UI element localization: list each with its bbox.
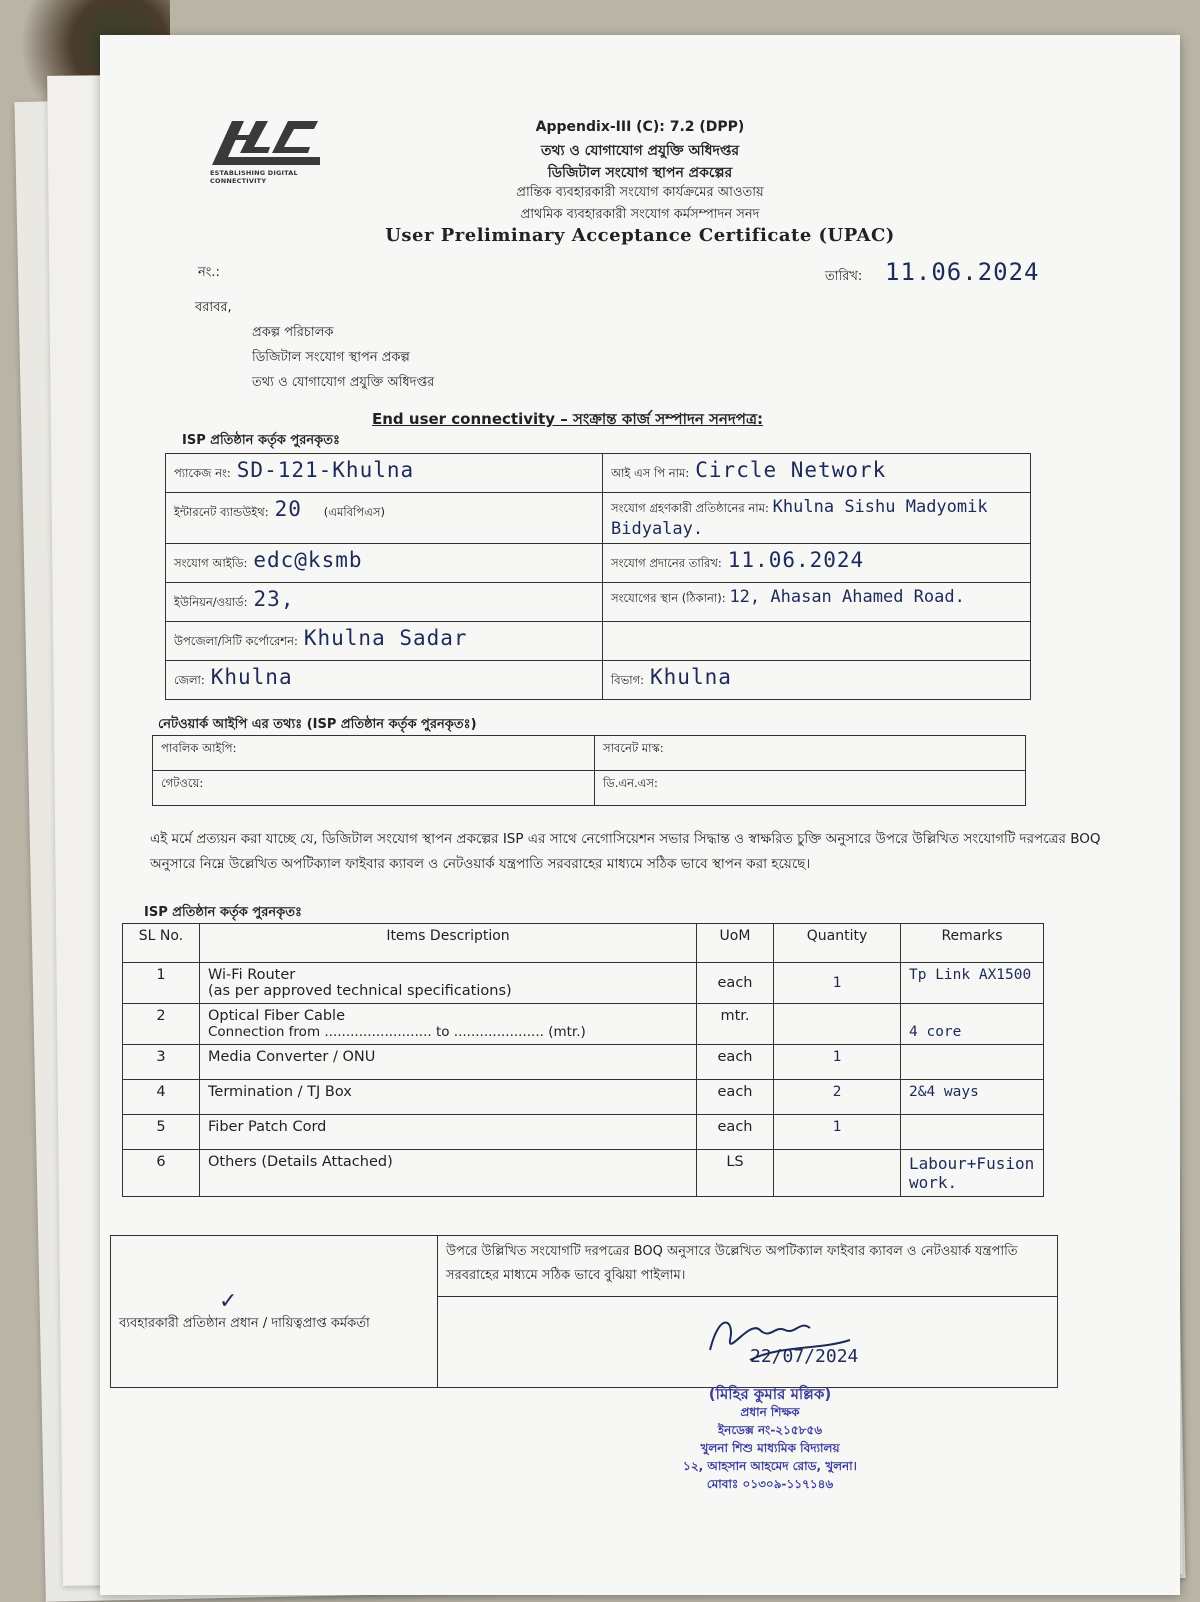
upazila-cell xyxy=(166,622,603,661)
address-line: প্রকল্প পরিচালক xyxy=(252,325,334,340)
signature xyxy=(690,1300,890,1384)
conn-id-label: সংযোগ আইডি: xyxy=(174,556,248,570)
table-row xyxy=(123,1004,1044,1045)
sl-cell: 6 xyxy=(123,1150,200,1197)
network-title: নেটওয়ার্ক আইপি এর তথ্যঃ (ISP প্রতিষ্ঠান কর্তৃক পুরনকৃতঃ) xyxy=(158,717,477,732)
remarks-cell xyxy=(901,1115,1044,1150)
qty-cell xyxy=(774,1150,901,1197)
union-value: 23, xyxy=(253,587,295,611)
sl-cell: 5 xyxy=(123,1115,200,1150)
table-row xyxy=(123,1150,1044,1197)
item-desc: Optical Fiber Cable xyxy=(208,1008,345,1024)
program-name: প্রান্তিক ব্যবহারকারী সংযোগ কার্যক্রমের আওতায় xyxy=(516,185,764,200)
remarks-cell xyxy=(901,1045,1044,1080)
package-cell xyxy=(166,454,603,493)
bandwidth-value: 20 xyxy=(274,497,302,521)
official-label: ব্যবহারকারী প্রতিষ্ঠান প্রধান / দায়িত্বপ্রাপ্ত কর্মকর্তা xyxy=(119,1315,370,1331)
dns-label: ডি.এন.এস: xyxy=(603,776,658,790)
col-header: Remarks xyxy=(901,924,1044,963)
stamp-address: ১২, আহসান আহমেদ রোড, খুলনা। xyxy=(683,1459,857,1473)
item-desc: Wi-Fi Router xyxy=(208,967,296,983)
table-row xyxy=(123,1115,1044,1150)
bandwidth-unit: (এমবিপিএস) xyxy=(323,505,385,519)
table-row xyxy=(123,963,1044,1004)
stamp-name: (মিহির কুমার মল্লিক) xyxy=(708,1385,832,1403)
department-name: তথ্য ও যোগাযোগ প্রযুক্তি অধিদপ্তর xyxy=(540,143,740,159)
uom-cell: mtr. xyxy=(697,1004,774,1045)
package-value: SD-121-Khulna xyxy=(236,458,415,482)
remarks-cell: 4 core xyxy=(901,1004,1044,1045)
certificate-title: User Preliminary Acceptance Certificate (UPAC) xyxy=(385,225,895,246)
dns-cell xyxy=(595,771,1026,806)
desc-cell xyxy=(200,963,697,1004)
location-value: 12, Ahasan Ahamed Road. xyxy=(729,587,965,607)
acceptance-text-cell: উপরে উল্লিখিত সংযোগটি দরপত্রের BOQ অনুসারে উল্লেখিত অপটিক্যাল ফাইবার ক্যাবল ও নেটওয়ার্ক যন্ত্রপাতি সরবরাহের মাধ্যমে সঠিক ভাবে বুঝিয়া পাইলাম। xyxy=(438,1236,1058,1297)
signature-icon xyxy=(690,1300,890,1380)
stamp-school: খুলনা শিশু মাধ্যমিক বিদ্যালয় xyxy=(700,1441,840,1455)
uom-cell: each xyxy=(697,1080,774,1115)
col-header: Items Description xyxy=(200,924,697,963)
union-cell xyxy=(166,583,603,622)
table-row xyxy=(123,1045,1044,1080)
project-name: ডিজিটাল সংযোগ স্থাপন প্রকল্পের xyxy=(547,165,733,181)
qty-cell: 1 xyxy=(774,963,901,1004)
official-stamp xyxy=(640,1385,900,1493)
stamp-title: প্রধান শিক্ষক xyxy=(740,1405,800,1419)
qty-cell: 1 xyxy=(774,1115,901,1150)
isp-name-label: আই এস পি নাম: xyxy=(611,466,690,480)
sl-cell: 1 xyxy=(123,963,200,1004)
district-label: জেলা: xyxy=(174,673,205,687)
location-cell xyxy=(603,583,1031,622)
uom-cell: each xyxy=(697,1115,774,1150)
desc-cell xyxy=(200,1004,697,1045)
qty-cell: 2 xyxy=(774,1080,901,1115)
item-desc-detail: (as per approved technical specifications) xyxy=(208,983,512,999)
district-cell xyxy=(166,661,603,700)
subnet-cell xyxy=(595,736,1026,771)
bandwidth-label: ইন্টারনেট ব্যান্ডউইথ: xyxy=(174,505,269,519)
division-value: Khulna xyxy=(650,665,732,689)
upazila-value: Khulna Sadar xyxy=(303,626,468,650)
connection-info-table xyxy=(165,453,1031,700)
package-label: প্যাকেজ নং: xyxy=(174,466,231,480)
bandwidth-cell xyxy=(166,493,603,544)
isp-filled-label: ISP প্রতিষ্ঠান কর্তৃক পুরনকৃতঃ xyxy=(144,905,302,920)
address-line: ডিজিটাল সংযোগ স্থাপন প্রকল্প xyxy=(252,350,410,365)
desc-cell: Media Converter / ONU xyxy=(200,1045,697,1080)
receiver-value: Khulna Sishu Madyomik Bidyalay. xyxy=(611,497,988,539)
date-label: তারিখ: xyxy=(825,269,863,284)
sl-cell: 2 xyxy=(123,1004,200,1045)
conn-id-value: edc@ksmb xyxy=(253,548,363,572)
union-label: ইউনিয়ন/ওয়ার্ড: xyxy=(174,595,248,609)
certificate-bn-title: প্রাথমিক ব্যবহারকারী সংযোগ কর্মসম্পাদন সনদ xyxy=(520,207,760,222)
qty-cell xyxy=(774,1004,901,1045)
desc-cell: Fiber Patch Cord xyxy=(200,1115,697,1150)
receiver-label: সংযোগ গ্রহণকারী প্রতিষ্ঠানের নাম: xyxy=(611,501,769,515)
signature-date: 22/07/2024 xyxy=(750,1346,859,1367)
gateway-label: গেটওয়ে: xyxy=(161,776,204,790)
isp-name-cell xyxy=(603,454,1031,493)
subnet-label: সাবনেট মাস্ক: xyxy=(603,741,664,755)
acceptance-table xyxy=(110,1235,1058,1388)
col-header: UoM xyxy=(697,924,774,963)
conn-id-cell xyxy=(166,544,603,583)
desc-cell: Others (Details Attached) xyxy=(200,1150,697,1197)
uom-cell: LS xyxy=(697,1150,774,1197)
document-page xyxy=(100,35,1180,1595)
location-label: সংযোগের স্থান (ঠিকানা): xyxy=(611,591,726,605)
date-value: 11.06.2024 xyxy=(885,258,1040,286)
stamp-index: ইনডেক্স নং-২১৫৮৫৬ xyxy=(717,1423,823,1437)
conn-date-cell xyxy=(603,544,1031,583)
uom-cell: each xyxy=(697,963,774,1004)
address-line: তথ্য ও যোগাযোগ প্রযুক্তি অধিদপ্তর xyxy=(252,375,435,390)
col-header: Quantity xyxy=(774,924,901,963)
number-label: নং.: xyxy=(198,265,220,280)
official-cell xyxy=(111,1236,438,1388)
gateway-cell xyxy=(153,771,595,806)
isp-filled-label: ISP প্রতিষ্ঠান কর্তৃক পুরনকৃতঃ xyxy=(182,433,340,448)
isp-name-value: Circle Network xyxy=(695,458,887,482)
division-cell xyxy=(603,661,1031,700)
stamp-phone: মোবাঃ ০১৩০৯-১১৭১৪৬ xyxy=(706,1477,834,1491)
qty-cell: 1 xyxy=(774,1045,901,1080)
uom-cell: each xyxy=(697,1045,774,1080)
certification-paragraph: এই মর্মে প্রত্যয়ন করা যাচ্ছে যে, ডিজিটাল সংযোগ স্থাপন প্রকল্পের ISP এর সাথে নেগোসিয়েশন সভার সিদ্ধান্ত ও স্বাক্ষরিত চুক্তি অনুসারে উপরে উল্লিখিত সংযোগটি দরপত্রের BOQ অনুসারে নিম্নে উল্লেখিত অপটিক্যাল ফাইবার ক্যাবল ও নেটওয়ার্ক যন্ত্রপাতি সরবরাহের মাধ্যমে সঠিক ভাবে স্থাপন করা হয়েছে। xyxy=(150,831,1101,872)
public-ip-label: পাবলিক আইপি: xyxy=(161,741,237,755)
remarks-cell: 2&4 ways xyxy=(901,1080,1044,1115)
division-label: বিভাগ: xyxy=(611,673,645,687)
upazila-label: উপজেলা/সিটি কর্পোরেশন: xyxy=(174,634,298,648)
location-cont-cell xyxy=(603,622,1031,661)
items-table xyxy=(122,923,1044,1197)
public-ip-cell xyxy=(153,736,595,771)
table-row xyxy=(123,1080,1044,1115)
receiver-cell xyxy=(603,493,1031,544)
conn-date-value: 11.06.2024 xyxy=(727,548,865,572)
remarks-cell: Tp Link AX1500 xyxy=(901,963,1044,1004)
logo-caption: ESTABLISHING DIGITAL CONNECTIVITY xyxy=(210,169,298,185)
address-to: বরাবর, xyxy=(195,300,232,315)
col-header: SL No. xyxy=(123,924,200,963)
network-ip-table xyxy=(152,735,1026,806)
remarks-cell: Labour+Fusion work. xyxy=(901,1150,1044,1197)
check-mark-icon: ✓ xyxy=(219,1288,238,1314)
desc-cell: Termination / TJ Box xyxy=(200,1080,697,1115)
sl-cell: 4 xyxy=(123,1080,200,1115)
conn-date-label: সংযোগ প্রদানের তারিখ: xyxy=(611,556,722,570)
section-title: End user connectivity – সংক্রান্ত কার্জ সম্পাদন সনদপত্র: xyxy=(372,410,763,428)
sl-cell: 3 xyxy=(123,1045,200,1080)
appendix-label: Appendix-III (C): 7.2 (DPP) xyxy=(535,119,745,135)
district-value: Khulna xyxy=(210,665,293,689)
item-desc-detail: Connection from ......................... to ..................... (mtr.) xyxy=(208,1024,586,1040)
